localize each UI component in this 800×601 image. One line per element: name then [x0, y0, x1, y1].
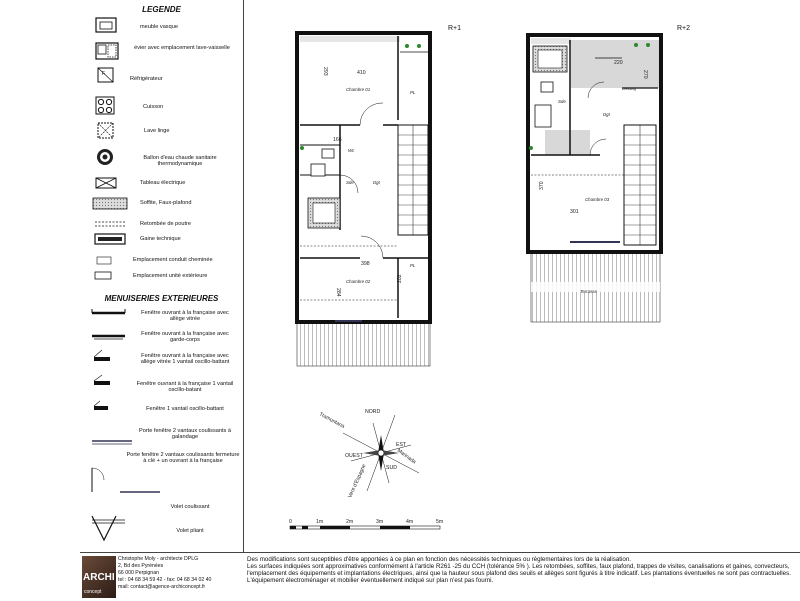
compass-marinada: Marinada — [395, 447, 417, 466]
legend-item-chimney: Emplacement conduit cheminée — [133, 257, 213, 263]
balcony-r1 — [297, 321, 430, 366]
legend-item-washbasin: meuble vasque — [140, 24, 178, 30]
soffit-r1 — [300, 36, 400, 42]
scale-3m: 3m — [376, 519, 384, 525]
legend-item-sink: évier avec emplacement lave-vaisselle — [134, 45, 230, 51]
room-sde-r2: Sde — [558, 99, 566, 104]
room-chambre02-r1: Chambre 02 — [346, 279, 371, 284]
compass-rose — [318, 409, 419, 499]
dim-370: 370 — [539, 181, 545, 190]
menuiserie-item-9: Volet pliant — [176, 528, 204, 534]
legend-item-fridge: Réfrigérateur — [130, 76, 163, 82]
architect-phone: tel : 04 68 34 59 42 - fax: 04 68 34 02 40 — [118, 577, 212, 583]
menuiserie-item-3: Fenêtre ouvrant à la française avec allège vitrée 1 vantail oscillo-battant — [140, 353, 230, 366]
notice-line-3: L'équipement électroménager et mobilier éventuellement indiqué sur plan n'est pas fourni. — [247, 577, 494, 584]
dim-284: 284 — [335, 288, 341, 297]
svg-text:F: F — [102, 71, 106, 77]
room-pl2-r1: PL — [410, 263, 416, 268]
level-label-r1: R+1 — [448, 25, 462, 32]
room-dressing-r2: Dressing — [622, 87, 637, 91]
plan-r2 — [528, 35, 661, 322]
legend-item-hob: Cuisson — [143, 104, 164, 110]
room-chambre01-r1: Chambre 01 — [346, 87, 371, 92]
menuiserie-item-1: Fenêtre ouvrant à la française avec allège vitrée — [141, 310, 229, 323]
legend-item-electric-panel: Tableau électrique — [140, 180, 186, 186]
compass-nord: NORD — [365, 409, 381, 415]
staircase-r2 — [624, 125, 656, 245]
menuiserie-item-2: Fenêtre ouvrant à la française avec garde-corps — [141, 331, 229, 344]
legend-title: LEGENDE — [142, 5, 181, 14]
architect-address2: 66 000 Perpignan — [118, 570, 159, 576]
legend-item-outdoor-unit: Emplacement unité extérieure — [133, 273, 208, 279]
legend-item-soffit: Soffite, Faux-plafond — [140, 200, 192, 206]
logo-text: ARCHI — [83, 572, 115, 583]
menuiseries-title: MENUISERIES EXTERIEURES — [104, 294, 219, 303]
dim-301: 301 — [570, 209, 579, 215]
architect-address1: 2, Bd des Pyrénées — [118, 563, 164, 569]
scale-5m: 5m — [436, 519, 444, 525]
room-pl1-r1: PL — [410, 90, 416, 95]
room-dgt-r2: Dgt — [603, 112, 610, 117]
scale-2m: 2m — [346, 519, 354, 525]
scale-1m: 1m — [316, 519, 324, 525]
legal-notice — [247, 556, 795, 584]
menuiserie-item-8: Volet coulissant — [170, 504, 210, 510]
compass-est: EST — [396, 442, 407, 448]
architect-email: mail: contact@agence-archiconcept.fr — [118, 584, 206, 590]
dim-220: 220 — [614, 60, 623, 66]
room-wc-r1: Wc — [348, 148, 355, 153]
compass-tramuntana: Tramuntana — [318, 411, 346, 430]
dim-202: 202 — [397, 274, 403, 283]
scale-0: 0 — [289, 519, 292, 525]
room-sde-r1: Sde — [346, 180, 354, 185]
architect-name: Christophe Moly - architecte DPLG — [118, 556, 199, 562]
menuiserie-item-5: Fenêtre 1 vantail oscillo-battant — [146, 406, 224, 412]
architect-info — [118, 556, 243, 591]
legend-item-washing-machine: Lave linge — [144, 128, 170, 134]
menuiserie-item-6: Porte fenêtre 2 vantaux coulissants à galandage — [138, 428, 232, 441]
compass-ouest: OUEST — [345, 453, 363, 459]
dim-410: 410 — [357, 70, 366, 76]
plan-r1 — [297, 33, 430, 366]
legend-item-beam: Retombée de poutre — [140, 221, 191, 227]
menuiserie-item-7: Porte fenêtre 2 vantaux coulissants fermeture à clé + un ouvrant à la française — [126, 452, 240, 465]
notice-line-2: Les surfaces indiquées sont approximatives conformément à l'article R261 -25 du CCH (tolérance 5% ). Les retombées, soffites, faux plafond, trappes de visites, canalisations et gaines, convecteurs, l'emplacement des équipements et implantations électriques, ainsi que la hauteur sous plafond des seuils et allèges sont figurés à titre indicatif. Les plantations éventuelles ne sont pas contractuelles. — [247, 563, 791, 577]
legend-item-water-heater: Ballon d'eau chaude sanitaire thermodynamique — [143, 155, 217, 168]
dim-166: 166 — [333, 137, 342, 143]
scale-bar — [289, 519, 443, 529]
level-label-r2: R+2 — [677, 25, 691, 32]
legend-item-duct: Gaine technique — [140, 236, 181, 242]
notice-line-1: Des modifications sont suceptibles d'être apportées à ce plan en fonction des nécessités techniques ou réglementaires lors de la réalisation. — [247, 556, 631, 563]
dim-398: 398 — [361, 261, 370, 267]
room-dgt-r1: Dgt — [373, 180, 380, 185]
dim-293: 293 — [322, 67, 328, 76]
staircase-r1 — [398, 125, 428, 235]
dim-270: 270 — [642, 70, 648, 79]
scale-4m: 4m — [406, 519, 414, 525]
menuiserie-item-4: Fenêtre ouvrant à la française 1 vantail oscillo-batant — [136, 381, 234, 394]
room-chambre03-r2: Chambre 03 — [585, 197, 610, 202]
logo-sub: concept — [84, 589, 102, 595]
room-terrasse-r2: Terrasse — [580, 289, 597, 294]
compass-sud: SUD — [386, 465, 397, 471]
compass-vent-espagne: Vent d'Espagne — [347, 463, 368, 499]
